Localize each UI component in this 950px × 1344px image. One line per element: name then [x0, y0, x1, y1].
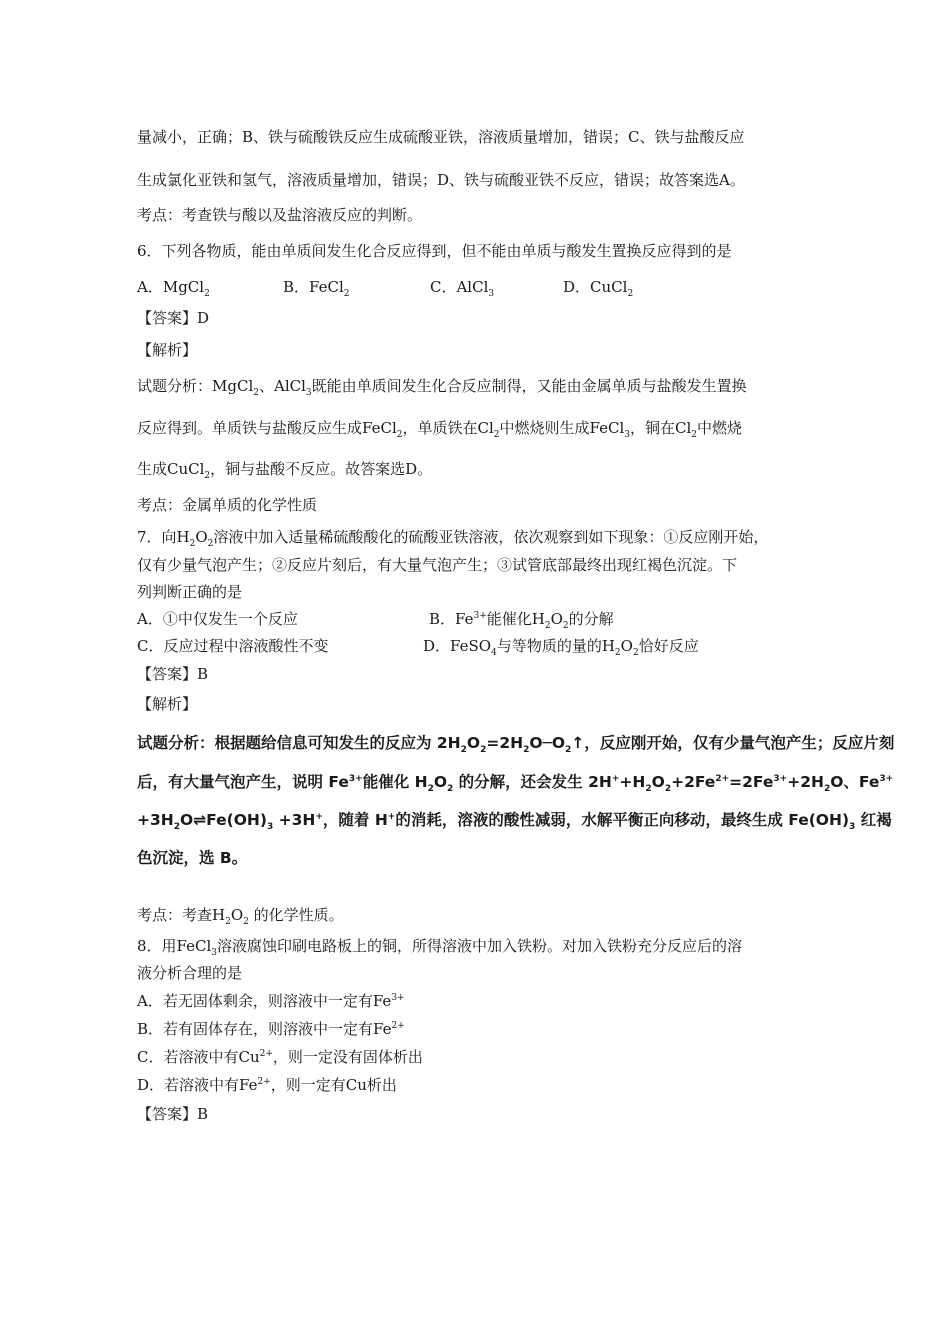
- q7-point: 考点：考查$H_2O_2$ 的化学性质。: [137, 906, 344, 927]
- q6-option-a: A．MgCl$_2$: [137, 278, 210, 299]
- prev-answer-line-2: 生成氯化亚铁和氢气，溶液质量增加，错误；D、铁与硫酸亚铁不反应，错误；故答案选A。: [137, 171, 745, 189]
- q8-stem-line-2: 液分析合理的是: [137, 964, 243, 982]
- q6-stem: 6．下列各物质，能由单质间发生化合反应得到，但不能由单质与酸发生置换反应得到的是: [137, 242, 732, 260]
- q7-option-d: D．FeSO$_4$与等物质的量的$H_2O_2$恰好反应: [423, 637, 699, 658]
- prev-answer-line-1: 量减小，正确；B、铁与硫酸铁反应生成硫酸亚铁，溶液质量增加，错误；C、铁与盐酸反应: [137, 128, 745, 146]
- q6-point: 考点：金属单质的化学性质: [137, 496, 318, 514]
- q7-stem-line-2: 仅有少量气泡产生；②反应片刻后，有大量气泡产生；③试管底部最终出现红褐色沉淀。下: [137, 556, 738, 574]
- q6-analysis-line-3: 生成CuCl$_2$，铜与盐酸不反应。故答案选D。: [137, 460, 433, 481]
- q7-option-a: A．①中仅发生一个反应: [137, 610, 298, 628]
- q6-analysis-line-2: 反应得到。单质铁与盐酸反应生成FeCl$_2$，单质铁在$Cl_2$中燃烧则生成FeCl$_3$，铜在$Cl_2$中燃烧: [137, 419, 743, 440]
- q7-analysis-line-1: 试题分析：根据题给信息可知发生的反应为 $2H_2O_2=2H_2O─O_2↑$，反应刚开始，仅有少量气泡产生；反应片刻: [137, 734, 895, 756]
- q7-stem-line-3: 列判断正确的是: [137, 583, 243, 601]
- q7-analysis-head: 【解析】: [137, 695, 198, 713]
- prev-point: 考点：考查铁与酸以及盐溶液反应的判断。: [137, 206, 423, 224]
- q7-analysis-line-2: 后，有大量气泡产生，说明 $Fe^{3+}$能催化 $H_2O_2$ 的分解，还会发生 $2H^++H_2O_2+2Fe^{2+}=2Fe^{3+}+2H_2O$、$Fe^{3+}$: [137, 773, 894, 795]
- q7-analysis-line-4: 色沉淀，选 B。: [137, 849, 248, 867]
- q7-answer: 【答案】B: [137, 665, 209, 683]
- q8-option-c: C．若溶液中有$Cu^{2+}$，则一定没有固体析出: [137, 1048, 423, 1066]
- q7-analysis-line-3: $+3H_2O\rightleftharpoons Fe(OH)_3 +3H^+$，随着 H+的消耗，溶液的酸性减弱，水解平衡正向移动，最终生成 $Fe(OH)_3$ 红褐: [137, 811, 892, 833]
- q7-option-b: B．$Fe^{3+}$能催化$H_2O_2$的分解: [429, 610, 614, 631]
- q6-analysis-head: 【解析】: [137, 341, 198, 359]
- q8-option-d: D．若溶液中有$Fe^{2+}$，则一定有Cu析出: [137, 1076, 397, 1094]
- q7-option-c: C．反应过程中溶液酸性不变: [137, 637, 329, 655]
- q8-answer: 【答案】B: [137, 1105, 209, 1123]
- q6-option-d: D．CuCl$_2$: [563, 278, 634, 299]
- q7-stem-line-1: 7．向$H_2O_2$溶液中加入适量稀硫酸酸化的硫酸亚铁溶液，依次观察到如下现象：①反应刚开始，: [137, 528, 769, 549]
- q8-stem-line-1: 8．用FeCl$_3$溶液腐蚀印刷电路板上的铜，所得溶液中加入铁粉。对加入铁粉充分反应后的溶: [137, 937, 743, 958]
- q6-option-c: C．AlCl$_3$: [430, 278, 495, 299]
- q8-option-a: A．若无固体剩余，则溶液中一定有$Fe^{3+}$: [137, 992, 405, 1010]
- q8-option-b: B．若有固体存在，则溶液中一定有$Fe^{2+}$: [137, 1020, 405, 1038]
- q6-analysis-line-1: 试题分析：MgCl$_2$、AlCl$_3$既能由单质间发生化合反应制得，又能由金属单质与盐酸发生置换: [137, 377, 747, 398]
- q6-option-b: B．FeCl$_2$: [283, 278, 350, 299]
- q6-answer: 【答案】D: [137, 309, 210, 327]
